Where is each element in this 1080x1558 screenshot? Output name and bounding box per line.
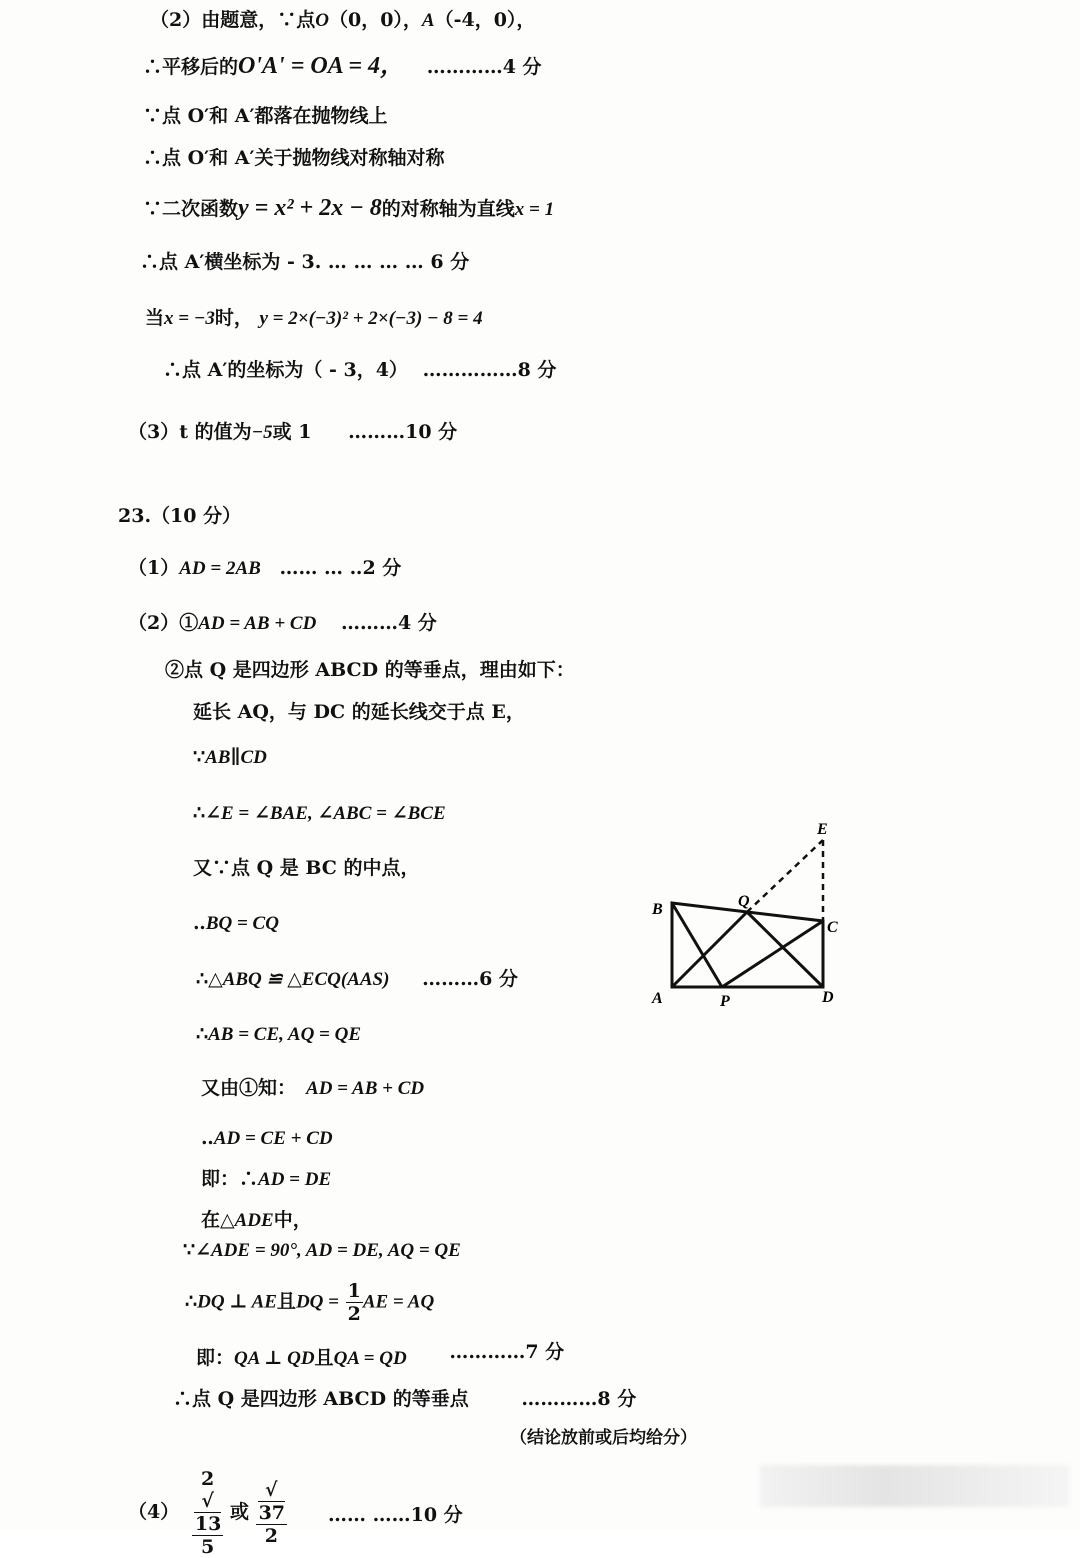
dashed-QE bbox=[747, 840, 823, 912]
denominator: 5 bbox=[200, 1536, 215, 1558]
score-mark: ……………8 分 bbox=[422, 359, 557, 381]
text: 在 bbox=[201, 1209, 221, 1231]
quadrilateral-figure bbox=[640, 815, 860, 1015]
text: （0，0）， bbox=[328, 9, 422, 31]
fraction-2sqrt13-over-5 bbox=[192, 1468, 223, 1558]
text: 且 bbox=[314, 1347, 334, 1369]
math: AE = AQ bbox=[362, 1291, 435, 1313]
radicand: 13 bbox=[194, 1513, 222, 1535]
text: （1） bbox=[128, 557, 180, 579]
line-23-2 bbox=[128, 611, 437, 636]
label-E: E bbox=[817, 821, 828, 838]
label-A: A bbox=[652, 990, 663, 1007]
question-23-title: 23.（10 分） bbox=[118, 505, 242, 527]
line-23-right-angle bbox=[183, 1238, 461, 1263]
score-mark: …………7 分 bbox=[449, 1341, 565, 1363]
watermark-blur bbox=[760, 1465, 1070, 1507]
radicand: 37 bbox=[258, 1502, 286, 1524]
line-23-extend: 延长 AQ，与 DC 的延长线交于点 E， bbox=[193, 701, 525, 723]
text: A bbox=[421, 10, 435, 31]
text: ∴点 Q 是四边形 ABCD 的等垂点 bbox=[173, 1388, 469, 1410]
math: BQ = CQ bbox=[205, 913, 279, 934]
text: 即：∴ bbox=[201, 1168, 259, 1190]
math: x = −3 bbox=[164, 308, 215, 329]
line-symmetric: ∴点 O′和 A′关于抛物线对称轴对称 bbox=[143, 147, 445, 169]
line-part3 bbox=[128, 420, 457, 445]
math: AD = AB + CD bbox=[198, 613, 317, 634]
denominator: 2 bbox=[347, 1303, 361, 1325]
text: ∵ bbox=[193, 746, 206, 768]
line-23-angles bbox=[193, 801, 446, 826]
text: 且 bbox=[276, 1290, 296, 1313]
line-23-equal-parts bbox=[196, 1022, 361, 1047]
score-mark: ………10 分 bbox=[348, 421, 458, 443]
text: （3）t 的值为 bbox=[128, 421, 252, 443]
line-23-congruent bbox=[196, 967, 518, 992]
text: 中， bbox=[273, 1209, 312, 1231]
label-P: P bbox=[720, 993, 730, 1010]
text: 或 1 bbox=[272, 421, 312, 443]
line-on-parabola: ∵点 O′和 A′都落在抛物线上 bbox=[143, 105, 388, 127]
line-23-conclusion bbox=[173, 1387, 636, 1411]
label-C: C bbox=[827, 919, 838, 936]
math: DQ = bbox=[295, 1291, 339, 1313]
text: 即： bbox=[196, 1347, 235, 1369]
math: AD = CE + CD bbox=[213, 1128, 333, 1149]
segment-QD bbox=[747, 912, 823, 987]
line-23-claim: ②点 Q 是四边形 ABCD 的等垂点，理由如下： bbox=[165, 659, 575, 681]
line-23-ad-de bbox=[201, 1167, 331, 1192]
text: （-4，0）， bbox=[434, 9, 536, 31]
denominator: 2 bbox=[264, 1525, 278, 1547]
numerator: √ 37 bbox=[256, 1479, 287, 1525]
grading-note: （结论放前或后均给分） bbox=[510, 1428, 697, 1448]
math: AB∥CD bbox=[205, 747, 267, 768]
line-23-bq-cq bbox=[193, 911, 279, 936]
math: x = 1 bbox=[514, 199, 555, 220]
text: ∴点 A′的坐标为（ - 3，4） bbox=[163, 359, 408, 381]
math: DQ ⊥ AE bbox=[197, 1291, 277, 1313]
math: △ADE bbox=[220, 1210, 274, 1231]
line-23-ad-ce-cd bbox=[201, 1126, 333, 1151]
label-Q: Q bbox=[738, 893, 750, 910]
line-23-midpoint: 又∵点 Q 是 BC 的中点， bbox=[193, 857, 420, 879]
fraction-sqrt37-over-2 bbox=[256, 1479, 287, 1547]
line-translation bbox=[143, 54, 542, 79]
math: AD = AB + CD bbox=[306, 1078, 425, 1099]
math: QA = QD bbox=[333, 1348, 407, 1369]
text: （4） bbox=[128, 1501, 180, 1523]
text: O bbox=[315, 10, 329, 31]
text: （2）由题意，∵点 bbox=[150, 9, 316, 31]
math: AD = DE bbox=[258, 1169, 332, 1190]
line-23-perpendicular bbox=[196, 1341, 565, 1371]
math: −5 bbox=[251, 422, 273, 443]
line-23-from-1 bbox=[201, 1076, 424, 1101]
math: ∠E = ∠BAE, ∠ABC = ∠BCE bbox=[205, 803, 446, 824]
text: 的对称轴为直线 bbox=[381, 198, 515, 220]
label-B: B bbox=[652, 901, 663, 918]
line-23-4 bbox=[128, 1468, 287, 1558]
text: ‥ bbox=[201, 1127, 214, 1149]
text: 或 bbox=[229, 1501, 249, 1523]
math: y = x² + 2x − 8 bbox=[238, 195, 382, 221]
text: （2）① bbox=[128, 612, 199, 634]
fraction-one-half bbox=[346, 1280, 363, 1325]
math: ∠ADE = 90°, AD = DE, AQ = QE bbox=[195, 1240, 461, 1261]
text: ∴ bbox=[196, 968, 209, 990]
math: QA ⊥ QD bbox=[234, 1348, 315, 1369]
score-10-part4: …… ……10 分 bbox=[328, 1504, 463, 1526]
text: ∵二次函数 bbox=[143, 198, 239, 220]
coefficient: 2 bbox=[200, 1468, 215, 1490]
text: 时， bbox=[214, 307, 253, 329]
text: ∴ bbox=[193, 802, 206, 824]
text: ∵ bbox=[183, 1239, 196, 1261]
text: ∴ bbox=[185, 1290, 198, 1313]
line-23-median bbox=[185, 1280, 434, 1325]
math: △ABQ ≌ △ECQ(AAS) bbox=[208, 969, 390, 990]
line-substitute bbox=[145, 306, 483, 331]
label-D: D bbox=[822, 989, 834, 1006]
text: 当 bbox=[145, 307, 165, 329]
line-abscissa: ∴点 A′横坐标为 - 3. … … … … 6 分 bbox=[140, 251, 470, 273]
math: AB = CE, AQ = QE bbox=[208, 1024, 362, 1045]
line-23-parallel bbox=[193, 745, 267, 770]
text: ∴ bbox=[196, 1023, 209, 1045]
text: ∴平移后的 bbox=[143, 56, 239, 78]
segment-PC bbox=[722, 921, 823, 987]
line-axis bbox=[143, 196, 554, 222]
numerator: 1 bbox=[347, 1280, 361, 1302]
numerator: 2 √ 13 bbox=[192, 1468, 223, 1536]
text: 又由①知： bbox=[201, 1077, 297, 1099]
score-mark: …………4 分 bbox=[426, 56, 542, 78]
text: ‥ bbox=[193, 912, 206, 934]
math: y = 2×(−3)² + 2×(−3) − 8 = 4 bbox=[259, 308, 483, 329]
math: O'A' = OA = 4， bbox=[238, 53, 405, 79]
score-mark: ………4 分 bbox=[340, 612, 437, 634]
math: AD = 2AB bbox=[179, 558, 261, 579]
line-given bbox=[150, 8, 535, 33]
line-23-in-triangle bbox=[201, 1208, 312, 1233]
score-mark: …………8 分 bbox=[521, 1388, 637, 1410]
line-coordinate bbox=[163, 358, 556, 382]
quadrilateral-ABCD bbox=[672, 903, 823, 987]
score-mark: ………6 分 bbox=[422, 968, 518, 990]
line-23-1 bbox=[128, 556, 401, 581]
score-mark: …… … ‥2 分 bbox=[279, 557, 402, 579]
